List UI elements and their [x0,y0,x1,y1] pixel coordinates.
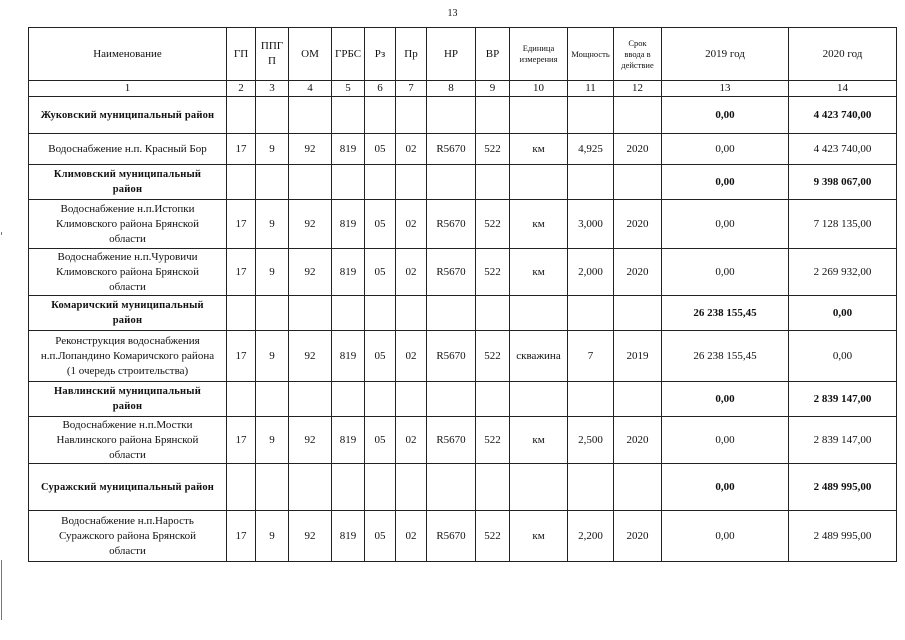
colnum: 11 [568,81,614,97]
cell-deadline: 2020 [614,200,662,249]
column-number-row [29,81,897,97]
cell-pr [396,165,427,200]
cell-nr [427,165,476,200]
cell-om [289,464,332,511]
cell-deadline: 2020 [614,134,662,165]
cell-2020: 0,00 [789,296,897,331]
colnum: 3 [256,81,289,97]
cell-ppgp: 9 [256,134,289,165]
header-rz: Рз [365,28,396,81]
cell-rz: 05 [365,249,396,296]
cell-rz [365,165,396,200]
row-name: Суражский муниципальный район [29,464,227,511]
cell-nr [427,296,476,331]
header-pr: Пр [396,28,427,81]
cell-nr: R5670 [427,134,476,165]
cell-power: 2,000 [568,249,614,296]
cell-gp [227,296,256,331]
cell-2020: 2 839 147,00 [789,382,897,417]
header-grbs: ГРБС [332,28,365,81]
cell-2019: 0,00 [662,511,789,562]
cell-grbs [332,382,365,417]
district-row [29,97,897,134]
district-row [29,165,897,200]
cell-ppgp [256,464,289,511]
cell-deadline: 2020 [614,417,662,464]
row-name: Навлинский муниципальный район [29,382,227,417]
cell-pr: 02 [396,331,427,382]
header-2019: 2019 год [662,28,789,81]
header-name: Наименование [29,28,227,81]
cell-deadline: 2020 [614,511,662,562]
scan-margin-line [1,560,2,620]
cell-nr: R5670 [427,331,476,382]
cell-unit [510,382,568,417]
cell-deadline: 2020 [614,249,662,296]
cell-2019: 26 238 155,45 [662,296,789,331]
cell-power: 2,200 [568,511,614,562]
cell-unit: км [510,249,568,296]
cell-om [289,97,332,134]
colnum: 13 [662,81,789,97]
cell-grbs: 819 [332,249,365,296]
cell-grbs: 819 [332,511,365,562]
cell-om [289,296,332,331]
cell-power [568,296,614,331]
cell-ppgp: 9 [256,200,289,249]
cell-grbs [332,97,365,134]
cell-rz [365,296,396,331]
project-row [29,249,897,296]
cell-power: 3,000 [568,200,614,249]
colnum: 7 [396,81,427,97]
cell-nr: R5670 [427,511,476,562]
cell-2019: 0,00 [662,249,789,296]
cell-gp: 17 [227,511,256,562]
cell-grbs [332,464,365,511]
cell-vr [476,165,510,200]
cell-vr [476,464,510,511]
row-name: Реконструкция водоснабжения н.п.Лопандино Комаричского района (1 очередь строительства) [29,331,227,382]
cell-unit [510,97,568,134]
cell-2020: 4 423 740,00 [789,134,897,165]
header-unit: Единица измерения [510,28,568,81]
colnum: 2 [227,81,256,97]
cell-power [568,165,614,200]
cell-vr [476,382,510,417]
cell-2019: 26 238 155,45 [662,331,789,382]
cell-rz: 05 [365,200,396,249]
cell-rz: 05 [365,511,396,562]
cell-rz: 05 [365,134,396,165]
cell-ppgp [256,296,289,331]
cell-pr [396,382,427,417]
colnum: 14 [789,81,897,97]
cell-2020: 2 269 932,00 [789,249,897,296]
cell-gp: 17 [227,417,256,464]
row-name: Водоснабжение н.п.Чуровичи Климовского района Брянской области [29,249,227,296]
cell-pr: 02 [396,417,427,464]
cell-unit [510,296,568,331]
cell-rz [365,382,396,417]
cell-nr: R5670 [427,417,476,464]
cell-pr [396,97,427,134]
cell-unit: км [510,200,568,249]
cell-pr: 02 [396,249,427,296]
row-name: Водоснабжение н.п. Красный Бор [29,134,227,165]
cell-unit [510,464,568,511]
cell-gp: 17 [227,134,256,165]
cell-pr: 02 [396,134,427,165]
cell-grbs: 819 [332,417,365,464]
cell-rz: 05 [365,331,396,382]
cell-2020: 0,00 [789,331,897,382]
project-row [29,417,897,464]
header-gp: ГП [227,28,256,81]
project-row [29,134,897,165]
cell-deadline [614,296,662,331]
cell-nr [427,97,476,134]
cell-om: 92 [289,249,332,296]
cell-nr: R5670 [427,249,476,296]
cell-pr [396,464,427,511]
row-name: Жуковский муниципальный район [29,97,227,134]
cell-nr [427,464,476,511]
cell-vr [476,296,510,331]
cell-om: 92 [289,200,332,249]
project-row [29,200,897,249]
cell-vr: 522 [476,511,510,562]
cell-power: 7 [568,331,614,382]
cell-gp: 17 [227,331,256,382]
cell-unit: км [510,417,568,464]
cell-2019: 0,00 [662,200,789,249]
cell-grbs: 819 [332,134,365,165]
cell-power: 4,925 [568,134,614,165]
cell-power [568,382,614,417]
district-row [29,382,897,417]
row-name: Климовский муниципальный район [29,165,227,200]
row-name: Комаричский муниципальный район [29,296,227,331]
cell-vr: 522 [476,249,510,296]
cell-2019: 0,00 [662,165,789,200]
cell-power: 2,500 [568,417,614,464]
cell-om: 92 [289,511,332,562]
colnum: 4 [289,81,332,97]
header-ppgp: ППГ П [256,28,289,81]
cell-2020: 9 398 067,00 [789,165,897,200]
cell-ppgp [256,382,289,417]
header-deadline: Срок ввода в действие [614,28,662,81]
cell-2020: 7 128 135,00 [789,200,897,249]
scan-margin-mark [1,232,2,235]
project-row [29,331,897,382]
cell-2019: 0,00 [662,417,789,464]
cell-ppgp [256,97,289,134]
cell-grbs [332,296,365,331]
cell-deadline [614,165,662,200]
colnum: 8 [427,81,476,97]
cell-gp: 17 [227,200,256,249]
cell-gp [227,464,256,511]
cell-2019: 0,00 [662,382,789,417]
cell-om [289,165,332,200]
cell-rz: 05 [365,417,396,464]
cell-deadline: 2019 [614,331,662,382]
colnum: 9 [476,81,510,97]
row-name: Водоснабжение н.п.Нарость Суражского района Брянской области [29,511,227,562]
header-vr: ВР [476,28,510,81]
cell-2019: 0,00 [662,134,789,165]
cell-grbs [332,165,365,200]
colnum: 6 [365,81,396,97]
cell-pr: 02 [396,200,427,249]
cell-unit: км [510,511,568,562]
header-nr: НР [427,28,476,81]
cell-gp [227,165,256,200]
row-name: Водоснабжение н.п.Истопки Климовского района Брянской области [29,200,227,249]
header-power: Мощность [568,28,614,81]
cell-vr: 522 [476,200,510,249]
district-row [29,464,897,511]
header-row [29,28,897,81]
cell-vr [476,97,510,134]
cell-ppgp: 9 [256,511,289,562]
cell-om [289,382,332,417]
project-row [29,511,897,562]
page-number: 13 [447,8,458,19]
cell-power [568,464,614,511]
cell-2020: 2 489 995,00 [789,464,897,511]
cell-ppgp: 9 [256,417,289,464]
cell-unit [510,165,568,200]
cell-rz [365,464,396,511]
cell-power [568,97,614,134]
cell-deadline [614,382,662,417]
cell-gp: 17 [227,249,256,296]
cell-2020: 4 423 740,00 [789,97,897,134]
cell-2019: 0,00 [662,464,789,511]
cell-nr [427,382,476,417]
colnum: 10 [510,81,568,97]
cell-gp [227,97,256,134]
cell-gp [227,382,256,417]
cell-vr: 522 [476,331,510,382]
district-row [29,296,897,331]
cell-unit: км [510,134,568,165]
cell-ppgp [256,165,289,200]
cell-om: 92 [289,134,332,165]
colnum: 5 [332,81,365,97]
colnum: 12 [614,81,662,97]
cell-pr: 02 [396,511,427,562]
cell-om: 92 [289,417,332,464]
budget-table [28,27,897,562]
header-om: ОМ [289,28,332,81]
row-name: Водоснабжение н.п.Мостки Навлинского района Брянской области [29,417,227,464]
cell-deadline [614,97,662,134]
cell-deadline [614,464,662,511]
cell-pr [396,296,427,331]
cell-2020: 2 839 147,00 [789,417,897,464]
cell-om: 92 [289,331,332,382]
cell-unit: скважина [510,331,568,382]
header-2020: 2020 год [789,28,897,81]
colnum: 1 [29,81,227,97]
cell-rz [365,97,396,134]
cell-2020: 2 489 995,00 [789,511,897,562]
cell-nr: R5670 [427,200,476,249]
cell-2019: 0,00 [662,97,789,134]
cell-vr: 522 [476,134,510,165]
cell-ppgp: 9 [256,331,289,382]
cell-ppgp: 9 [256,249,289,296]
cell-vr: 522 [476,417,510,464]
cell-grbs: 819 [332,200,365,249]
cell-grbs: 819 [332,331,365,382]
